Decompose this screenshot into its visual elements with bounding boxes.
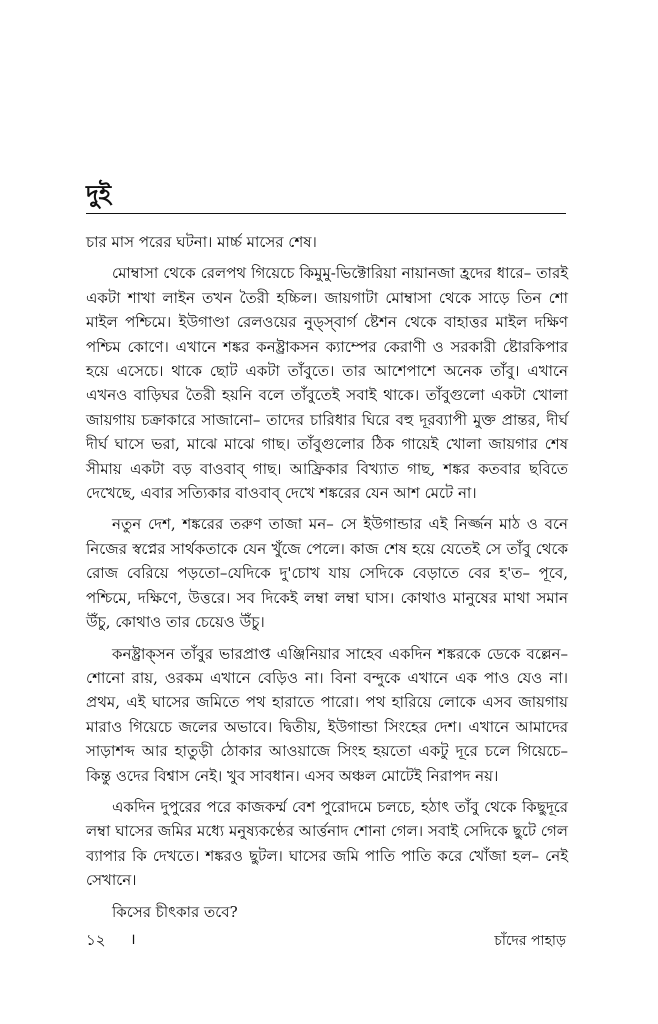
page-footer [86, 929, 566, 949]
paragraph: কনষ্ট্রাক্‌সন তাঁবুর ভারপ্রাপ্ত এঞ্জিনিয়ার সাহেব একদিন শঙ্করকে ডেকে বল্লেন– শোনো রায়, ওরকম এখানে বেড়িও না। বিনা বন্দুকে এখানে এক পাও যেও না। প্রথম, এই ঘাসের জমিতে পথ হারাতে পারো। পথ হারিয়ে লোকে এসব জায়গায় মারাও গিয়েচে জলের অভাবে। দ্বিতীয়, ইউগান্ডা সিংহের দেশ। এখানে আমাদের সাড়াশব্দ আর হাতুড়ী ঠোকার আওয়াজে সিংহ হয়তো একটু দূরে চলে গিয়েচে– কিন্তু ওদের বিশ্বাস নেই। খুব সাবধান। এসব অঞ্চল মোটেই নিরাপদ নয়। [86, 644, 568, 785]
paragraph: নতুন দেশ, শঙ্করের তরুণ তাজা মন– সে ইউগান্ডার এই নির্জ্জন মাঠ ও বনে নিজের স্বপ্নের সার্থকতাকে যেন খুঁজে পেলে। কাজ শেষ হয়ে যেতেই সে তাঁবু থেকে রোজ বেরিয়ে পড়তো–যেদিকে দু'চোখ যায় সেদিকে বেড়াতে বের হ'ত– পূবে, পশ্চিমে, দক্ষিণে, উত্তরে। সব দিকেই লম্বা লম্বা ঘাস। কোথাও মানুষের মাথা সমান উঁচু, কোথাও তার চেয়েও উঁচু। [86, 515, 569, 632]
title-rule [86, 213, 566, 214]
chapter-title: দুই [86, 179, 112, 208]
paragraph: মোম্বাসা থেকে রেলপথ গিয়েচে কিমুমু-ভিক্টোরিয়া নায়ানজা হ্রদের ধারে– তারই একটা শাখা লাইন তখন তৈরী হচ্চিল। জায়গাটা মোম্বাসা থেকে সাড়ে তিন শো মাইল পশ্চিমে। ইউগাণ্ডা রেলওয়ের নুড্‌স্‌বার্গ ষ্টেশন থেকে বাহাত্তর মাইল দক্ষিণ পশ্চিম কোণে। এখানে শঙ্কর কনষ্ট্রাকসন ক্যাম্পের কেরাণী ও সরকারী ষ্টোরকিপার হয়ে এসেচে। থাকে ছোট একটা তাঁবুতে। তার আশেপাশে অনেক তাঁবু। এখানে এখনও বাড়িঘর তৈরী হয়নি বলে তাঁবুতেই সবাই থাকে। তাঁবুগুলো একটা খোলা জায়গায় চক্রাকারে সাজানো– তাদের চারিধার ঘিরে বহু দূরব্যাপী মুক্ত প্রান্তর, দীর্ঘ দীর্ঘ ঘাসে ভরা, মাঝে মাঝে গাছ। তাঁবুগুলোর ঠিক গায়েই খোলা জায়গার শেষ সীমায় একটা বড় বাওবাব্ গাছ। আফ্রিকার বিখ্যাত গাছ, শঙ্কর কতবার ছবিতে দেখেছে, এবার সত্যিকার বাওবাব্ দেখে শঙ্করের যেন আশ মেটে না। [86, 264, 568, 503]
page-number: ১২ [86, 931, 106, 949]
paragraph: একদিন দুপুরের পরে কাজকর্ম্ম বেশ পুরোদমে চলচে, হঠাৎ তাঁবু থেকে কিছুদূরে লম্বা ঘাসের জমির মধ্যে মনুষ্যকণ্ঠের আর্ত্তনাদ শোনা গেল। সবাই সেদিকে ছুটে গেল ব্যাপার কি দেখতে। শঙ্করও ছুটল। ঘাসের জমি পাতি পাতি করে খোঁজা হল– নেই সেখানে। [86, 797, 568, 890]
body-text [86, 230, 568, 931]
running-title: চাঁদের পাহাড় [494, 933, 566, 949]
paragraph: কিসের চীৎকার তবে? [112, 902, 238, 921]
paragraph: চার মাস পরের ঘটনা। মার্চ্চ মাসের শেষ। [86, 233, 317, 251]
footer-separator: । [130, 930, 136, 948]
